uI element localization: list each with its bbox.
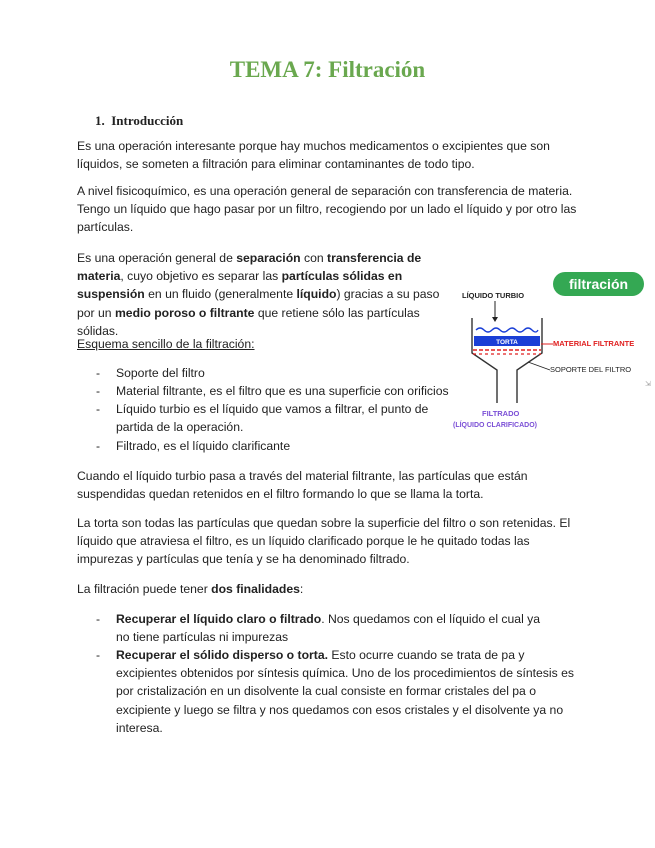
paragraph-definition: Es una operación general de separación con transferencia de materia, cuyo objetivo es separar las partículas sólidas en suspensión en un fluido (generalmente líquido) gracias a su paso por un medio poroso o filtrante que retiene sólo las partículas sólidas. (77, 251, 440, 338)
filtration-diagram (440, 266, 650, 438)
liquido-turbio-label: LÍQUIDO TURBIO (462, 291, 525, 300)
scheme-heading: Esquema sencillo de la filtración: (77, 337, 255, 351)
section-title: Introducción (111, 113, 184, 128)
torta-label: TORTA (496, 339, 518, 346)
filtrado-label: FILTRADO (482, 409, 520, 418)
liquido-clarificado-label: (LÍQUIDO CLARIFICADO) (453, 422, 537, 429)
paragraph-purposes: La filtración puede tener dos finalidades: (77, 582, 304, 596)
arrowhead-icon (492, 317, 498, 322)
filtracion-badge-label: filtración (568, 276, 629, 292)
paragraph-torta-formation: Cuando el líquido turbio pasa a través del material filtrante, las partículas que están suspendidas quedan retenidos en el filtro formando lo que se llama la torta. (77, 469, 528, 502)
turbid-liquid-wave (476, 328, 538, 332)
soporte-label: SOPORTE DEL FILTRO (550, 365, 632, 374)
paragraph-intro: Es una operación interesante porque hay muchos medicamentos o excipientes que son líquidos, se someten a filtración para eliminar contaminantes de todo tipo. (77, 139, 550, 172)
cursor-icon: ⇲ (645, 381, 651, 388)
paragraph-physchem: A nivel fisicoquímico, es una operación general de separación con transferencia de materia. Tengo un líquido que hago pasar por un filtro, recogiendo por un lado el líquido y por otro las partículas. (77, 184, 577, 235)
section-number: 1. (95, 113, 105, 128)
material-filtrante-label: MATERIAL FILTRANTE (553, 339, 635, 348)
paragraph-torta-definition: La torta son todas las partículas que quedan sobre la superficie del filtro o son retenidas. El líquido que atraviesa el filtro, es un líquido clarificado porque le he quitado todas las impurezas y partículas que tenía y se ha denominado filtrado. (77, 516, 571, 567)
page-title: TEMA 7: Filtración (229, 57, 426, 82)
section-heading (95, 113, 183, 129)
soporte-pointer (528, 362, 550, 370)
